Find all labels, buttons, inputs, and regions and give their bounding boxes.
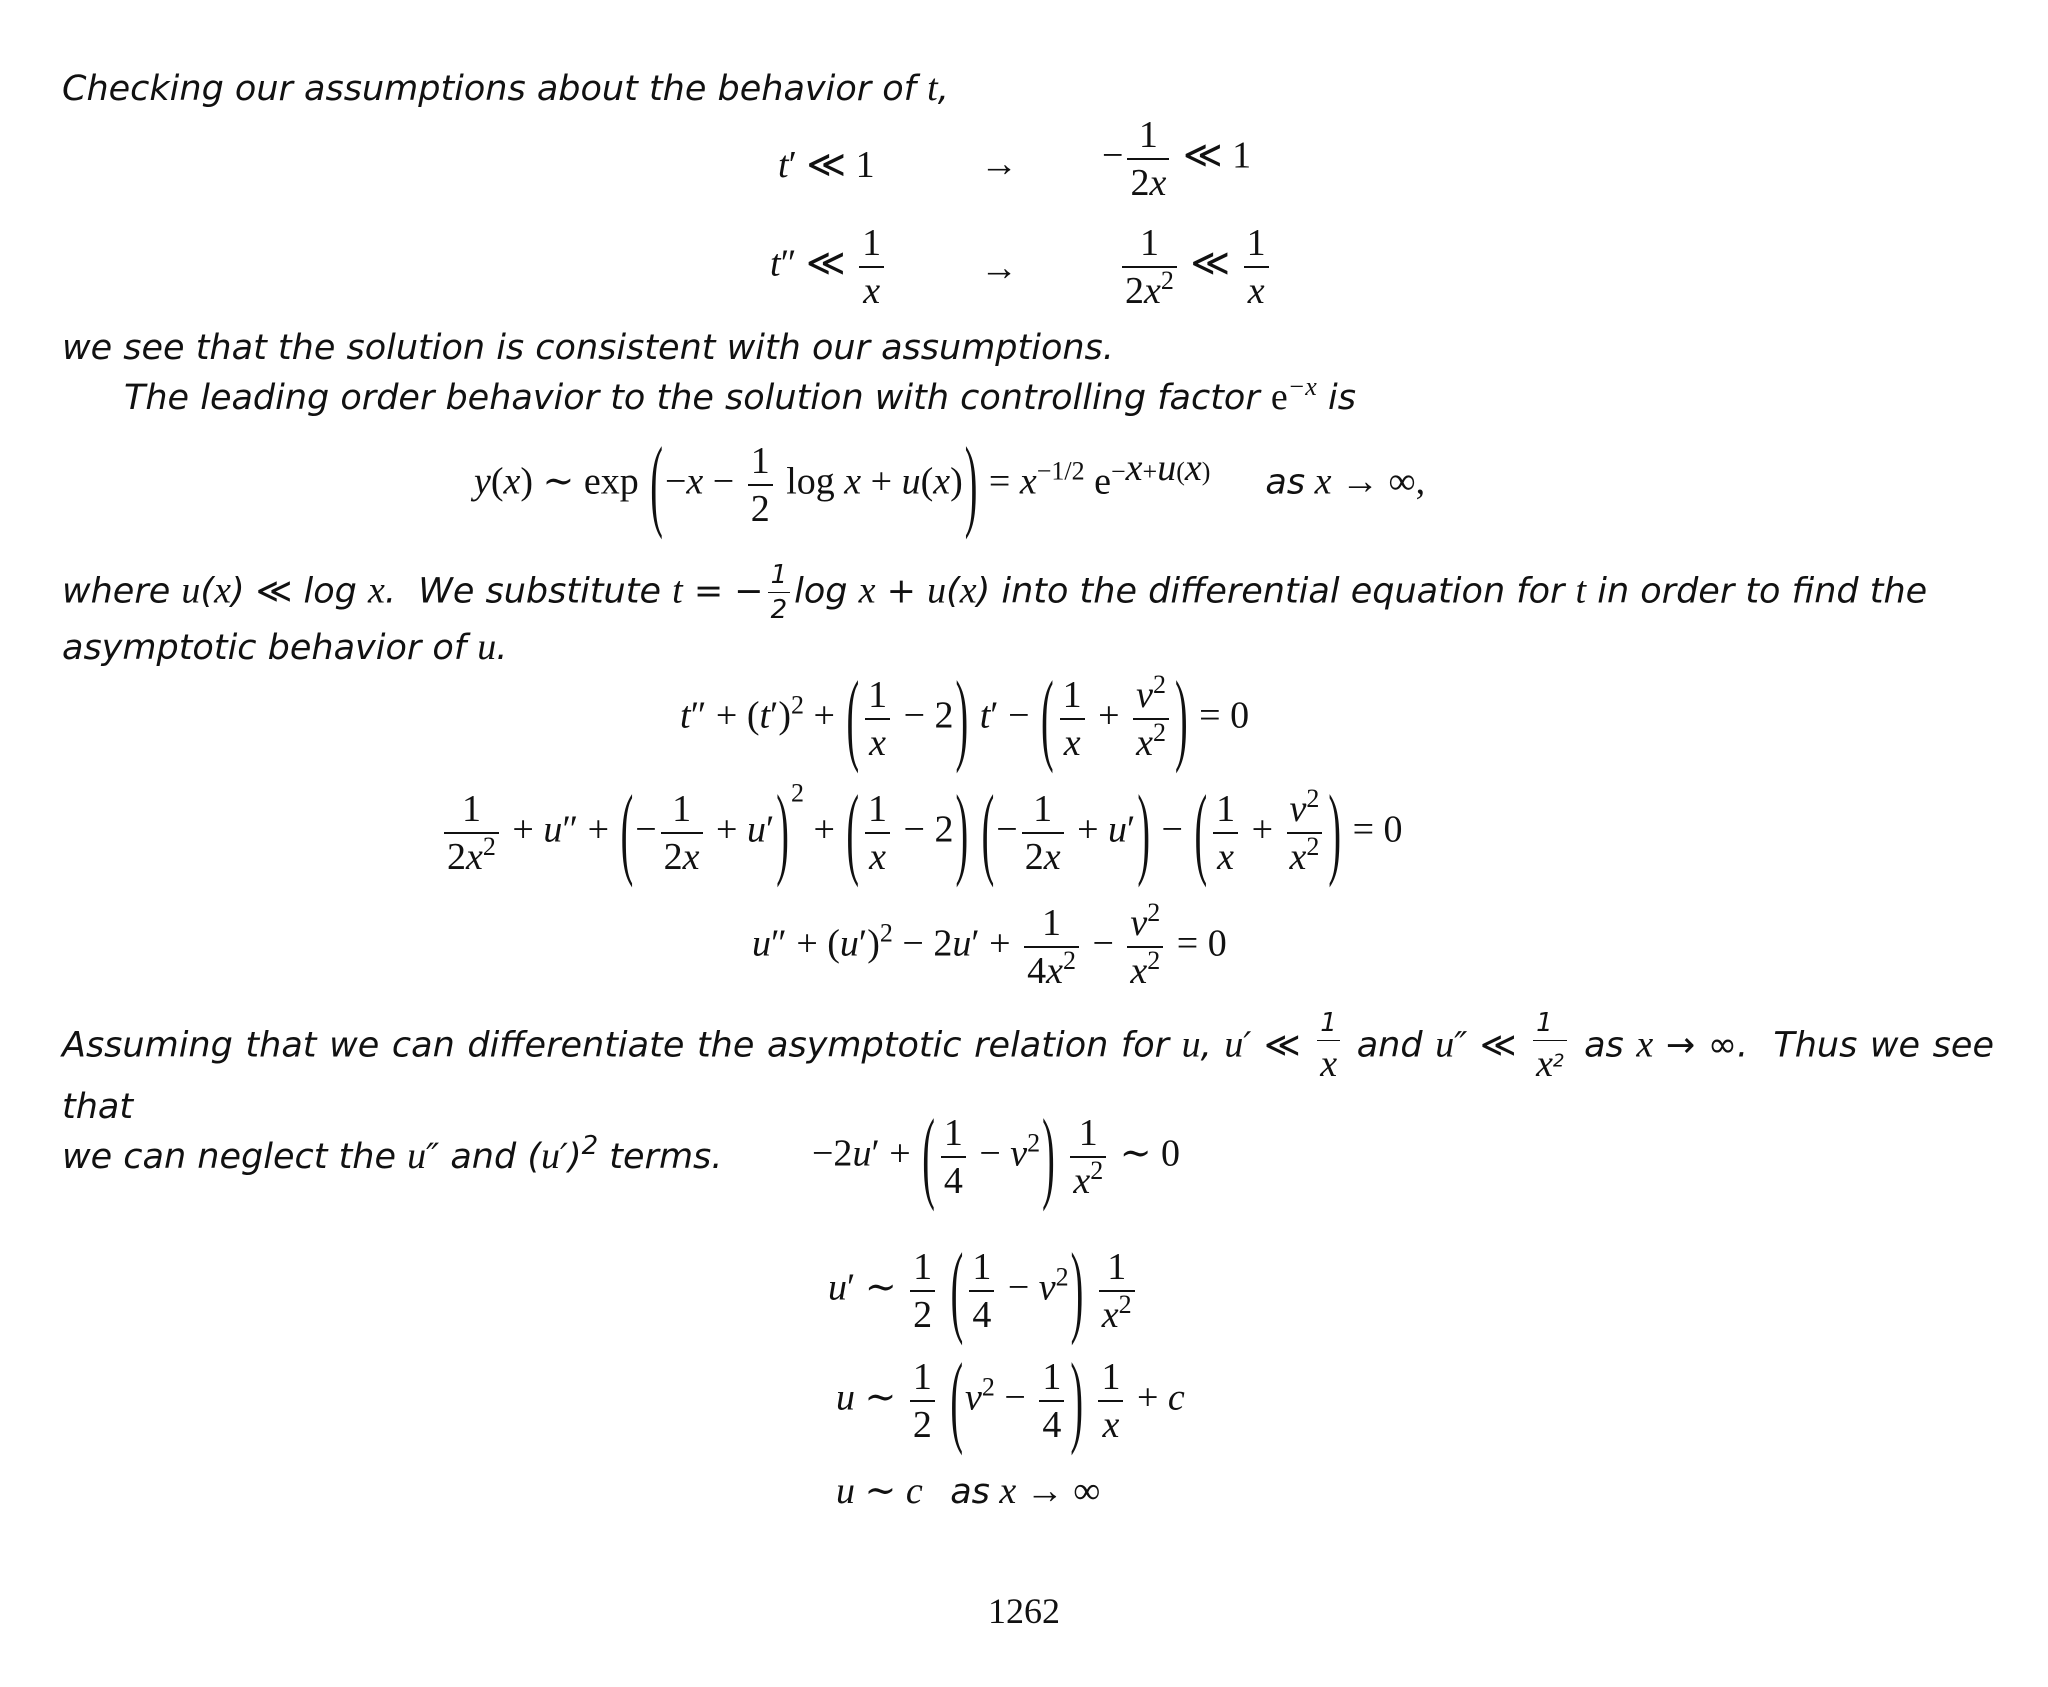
arrow-2: → [980, 247, 1018, 289]
page-number: 1262 [988, 1591, 1060, 1631]
equation-u-prime: u′ ∼ $\frac{1}{2}$ ( $\frac{1}{4}$ − $\nu^2$) $\frac{1}{x^2}$ [828, 1248, 1139, 1334]
equation-result-t-double-prime: $\frac{1}{2x^2}$ ≪ $\frac{1}{x}$ [1118, 224, 1273, 310]
equation-u-limit: u ∼ c as x → ∞ [836, 1470, 1101, 1512]
equation-assumption-t-prime: t′ ≪ 1 [778, 144, 875, 186]
paragraph-assuming: Assuming that we can differentiate the asymptotic relation for u, u′ ≪ $\frac{1}{x}$ and u″ ≪ $\frac{1}{x^2}$ as x → ∞. Thus we see that we can neglect the u″ and $(u')^2$ terms. [62, 1008, 1994, 1177]
equation-de-substituted: $\frac{1}{2x^2}$ + u″ + (− $\frac{1}{2x}$ + u′)$^2$ + ( $\frac{1}{x}$ − 2) (− $\frac{1}{2x}$ + u′) − ( $\frac{1}{x}$ + $\frac{\nu^2}{x^2}$ ) = 0 [440, 790, 1403, 876]
equation-leading-order: y(x) ∼ exp (−x − $\frac{1}{2}$ $\log x + u(x)) = x^{-1/2}$ $e^{-x+u(x)}$ as x → ∞, [474, 428, 1426, 542]
paragraph-checking-assumptions: Checking our assumptions about the behavior of t, [62, 67, 949, 109]
equation-result-t-prime: − $\frac{1}{2x}$ ≪ 1 [1102, 114, 1252, 204]
equation-simplified: −2u′ + ( $\frac{1}{4}$ − $\nu^2$) $\frac{1}{x^2}$ ∼ 0 [812, 1100, 1181, 1214]
paragraph-substitute: where u(x) ≪ log x. We substitute t = − $\frac{1}{2}$ log x + u(x) into the differential equation for t in order to find the asymptotic behavior of u. [62, 560, 1928, 668]
paragraph-consistent: we see that the solution is consistent with our assumptions. [62, 328, 1114, 368]
equation-de-t: $t'' + (t')^2$ + ( $\frac{1}{x}$ − 2) t′ − ( $\frac{1}{x}$ + $\frac{\nu^2}{x^2}$ ) = 0 [680, 662, 1250, 776]
paragraph-leading-order: The leading order behavior to the solution with controlling factor $e^{-x}$ is [124, 372, 1356, 418]
equation-assumption-t-double-prime: t″ ≪ $\frac{1}{x}$ [770, 224, 888, 310]
arrow-1: → [980, 143, 1018, 185]
equation-de-u: $u'' + (u')^2 - 2u'$ + $\frac{1}{4x^2}$ − $\frac{\nu^2}{x^2}$ = 0 [752, 898, 1227, 992]
equation-u: u ∼ $\frac{1}{2}$ ($\nu^2$ − $\frac{1}{4}$ ) $\frac{1}{x}$ + c [836, 1344, 1185, 1458]
